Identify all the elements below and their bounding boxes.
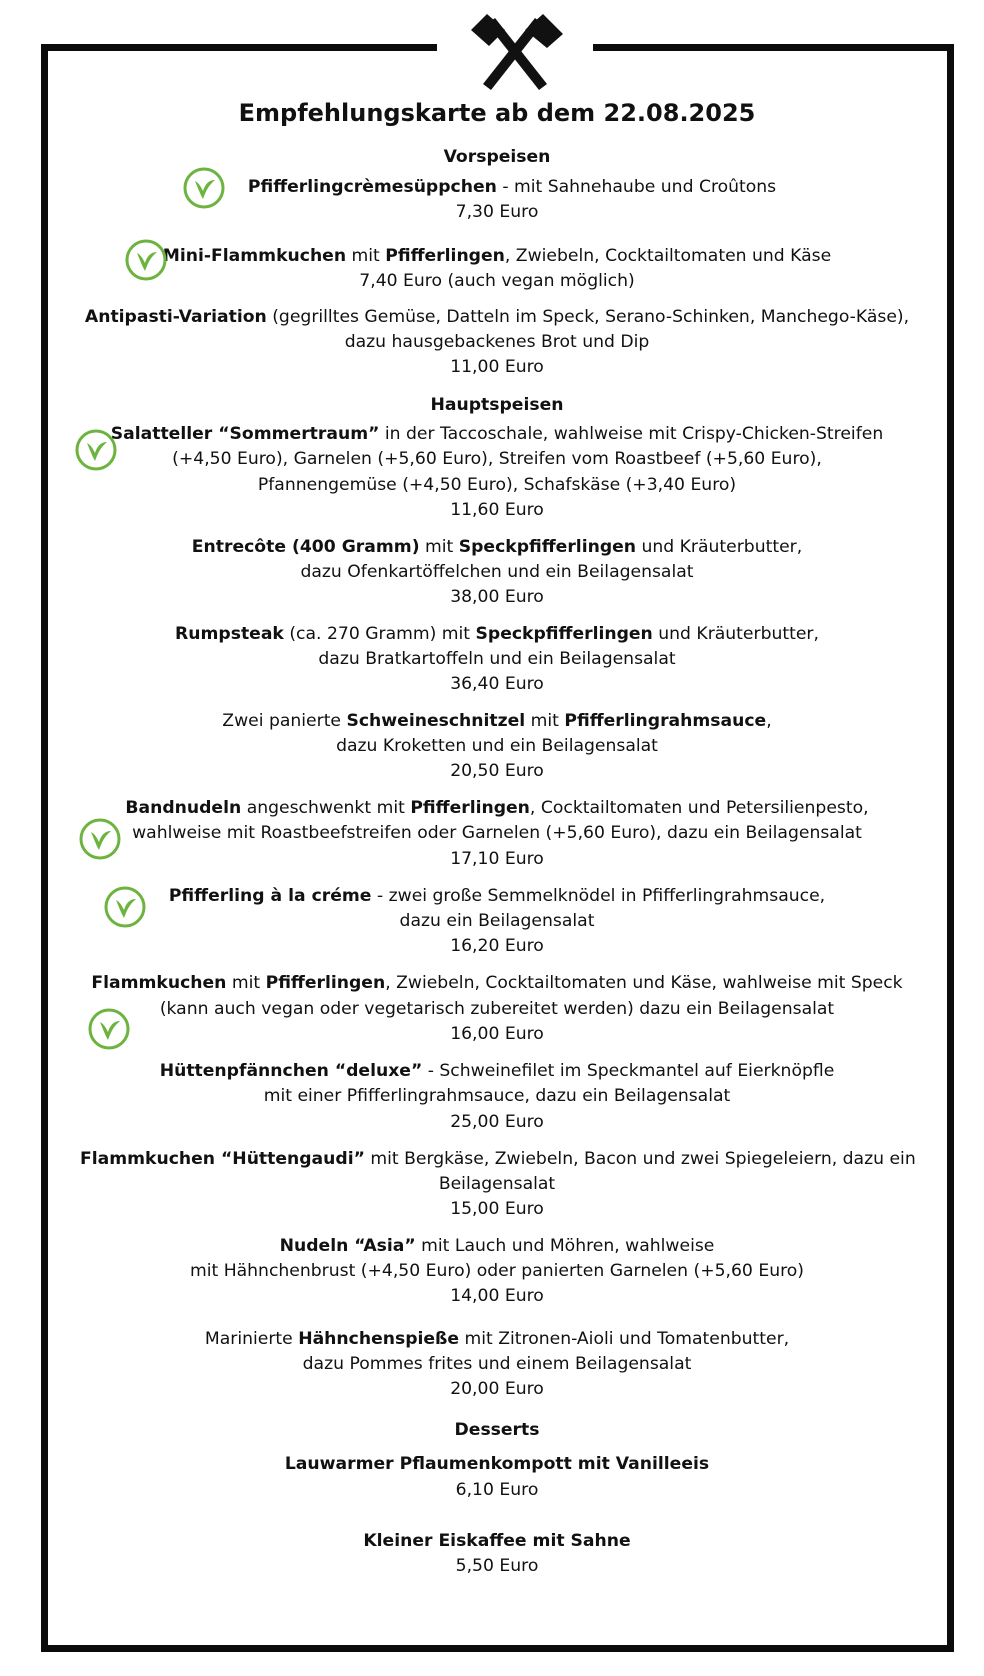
item-price: 17,10 Euro — [450, 849, 544, 869]
menu-item: Flammkuchen mit Pfifferlingen, Zwiebeln, Cocktailtomaten und Käse, wahlweise mit Speck — [91, 973, 903, 993]
item-price: 7,30 Euro — [455, 202, 539, 222]
item-price: 5,50 Euro — [455, 1556, 539, 1576]
item-desc: mit einer Pfifferlingrahmsauce, dazu ein Beilagensalat — [263, 1086, 731, 1106]
item-price: 11,00 Euro — [450, 357, 544, 377]
item-desc: wahlweise mit Roastbeefstreifen oder Garnelen (+5,60 Euro), dazu ein Beilagensalat — [132, 823, 862, 843]
item-price: 16,20 Euro — [450, 936, 544, 956]
menu-item: Marinierte Hähnchenspieße mit Zitronen-Aioli und Tomatenbutter, — [204, 1329, 790, 1349]
menu-item: Pfifferling à la créme - zwei große Semmelknödel in Pfifferlingrahmsauce, — [168, 886, 826, 906]
vegetarian-leaf-icon — [182, 166, 226, 210]
menu-item: Lauwarmer Pflaumenkompott mit Vanilleeis — [284, 1454, 710, 1474]
item-desc: dazu hausgebackenes Brot und Dip — [344, 332, 650, 352]
item-desc: dazu ein Beilagensalat — [399, 911, 595, 931]
item-price: 25,00 Euro — [450, 1112, 544, 1132]
vegetarian-leaf-icon — [124, 238, 168, 282]
page-title: Empfehlungskarte ab dem 22.08.2025 — [238, 99, 756, 127]
menu-item: Flammkuchen “Hüttengaudi” mit Bergkäse, Zwiebeln, Bacon und zwei Spiegeleiern, dazu ein — [80, 1149, 916, 1169]
vegetarian-leaf-icon — [87, 1007, 131, 1051]
item-desc: (kann auch vegan oder vegetarisch zubereitet werden) dazu ein Beilagensalat — [159, 999, 835, 1019]
item-price: 38,00 Euro — [450, 587, 544, 607]
menu-item: Zwei panierte Schweineschnitzel mit Pfifferlingrahmsauce, — [222, 711, 772, 731]
vegetarian-leaf-icon — [78, 817, 122, 861]
section-mains: Hauptspeisen — [430, 395, 564, 415]
menu-item: Bandnudeln angeschwenkt mit Pfifferlingen, Cocktailtomaten und Petersilienpesto, — [125, 798, 869, 818]
item-desc: (+4,50 Euro), Garnelen (+5,60 Euro), Streifen vom Roastbeef (+5,60 Euro), — [172, 449, 822, 469]
item-desc: dazu Pommes frites und einem Beilagensalat — [302, 1354, 692, 1374]
item-price: 20,00 Euro — [450, 1379, 544, 1399]
crossed-hammers-logo — [465, 12, 565, 92]
item-desc: dazu Kroketten und ein Beilagensalat — [336, 736, 658, 756]
menu-item: Hüttenpfännchen “deluxe” - Schweinefilet im Speckmantel auf Eierknöpfle — [159, 1061, 835, 1081]
item-desc: dazu Bratkartoffeln und ein Beilagensalat — [318, 649, 676, 669]
item-price: 11,60 Euro — [450, 500, 544, 520]
item-desc: mit Hähnchenbrust (+4,50 Euro) oder panierten Garnelen (+5,60 Euro) — [189, 1261, 804, 1281]
item-desc: Pfannengemüse (+4,50 Euro), Schafskäse (+3,40 Euro) — [257, 475, 737, 495]
item-price: 14,00 Euro — [450, 1286, 544, 1306]
menu-item: Antipasti-Variation (gegrilltes Gemüse, Datteln im Speck, Serano-Schinken, Manchego-Käse), — [84, 307, 910, 327]
menu-item: Mini-Flammkuchen mit Pfifferlingen, Zwiebeln, Cocktailtomaten und Käse — [162, 246, 832, 266]
item-price: 7,40 Euro (auch vegan möglich) — [359, 271, 635, 291]
item-price: 15,00 Euro — [450, 1199, 544, 1219]
section-desserts: Desserts — [454, 1420, 540, 1440]
menu-item: Salatteller “Sommertraum” in der Taccoschale, wahlweise mit Crispy-Chicken-Streifen — [110, 424, 884, 444]
item-price: 36,40 Euro — [450, 674, 544, 694]
item-price: 16,00 Euro — [450, 1024, 544, 1044]
menu-item: Rumpsteak (ca. 270 Gramm) mit Speckpfifferlingen und Kräuterbutter, — [175, 624, 819, 644]
item-desc: Beilagensalat — [438, 1174, 556, 1194]
vegetarian-leaf-icon — [74, 428, 118, 472]
menu-item: Pfifferlingcrèmesüppchen - mit Sahnehaube und Croûtons — [247, 177, 777, 197]
menu-item: Kleiner Eiskaffee mit Sahne — [363, 1531, 631, 1551]
menu-item: Nudeln “Asia” mit Lauch und Möhren, wahlweise — [279, 1236, 715, 1256]
item-desc: dazu Ofenkartöffelchen und ein Beilagensalat — [300, 562, 694, 582]
item-price: 6,10 Euro — [455, 1480, 539, 1500]
menu-item: Entrecôte (400 Gramm) mit Speckpfifferlingen und Kräuterbutter, — [191, 537, 803, 557]
vegetarian-leaf-icon — [103, 885, 147, 929]
item-price: 20,50 Euro — [450, 761, 544, 781]
section-starters: Vorspeisen — [443, 147, 551, 167]
